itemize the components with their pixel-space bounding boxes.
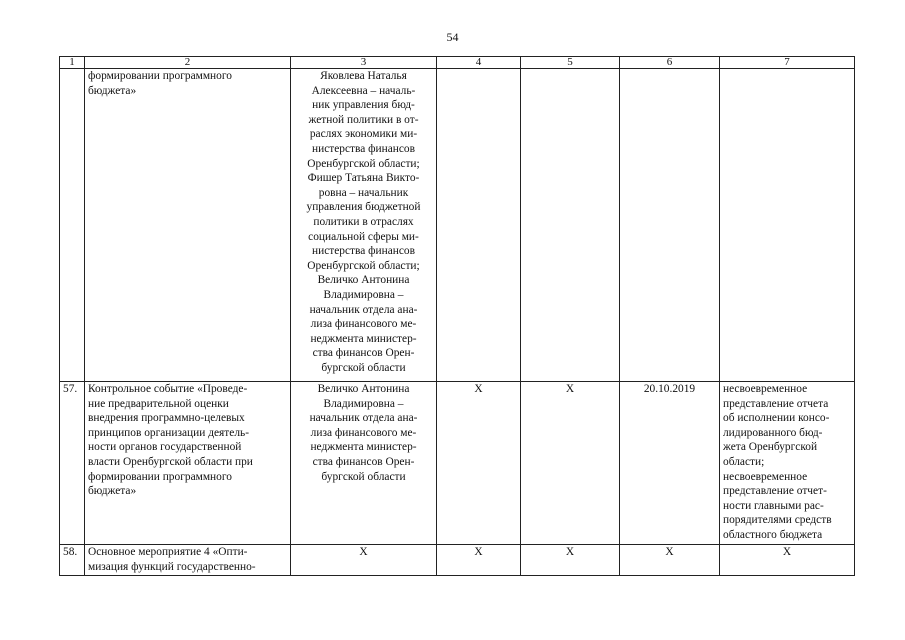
column-header: 1 — [60, 57, 85, 69]
responsible-person: Величко Антонина Владимировна – начальник отдела ана- лиза финансового ме- неджмента министер- ства финансов Орен- бургской области — [291, 382, 437, 545]
row-number — [60, 69, 85, 382]
activity-name: Основное мероприятие 4 «Опти- мизация функций государственно- — [85, 545, 291, 576]
cell-col5: X — [521, 545, 620, 576]
table-row — [60, 69, 855, 382]
cell-col7: X — [720, 545, 855, 576]
responsible-person: Яковлева Наталья Алексеевна – началь- ник управления бюд- жетной политики в от- раслях экономики ми- нистерства финансов Оренбургской области; Фишер Татьяна Викто- ровна – начальник управления бюджетной политики в отраслях социальной сферы ми- нистерства финансов Оренбургской области; Величко Антонина Владимировна – начальник отдела ана- лиза финансового ме- неджмента министер- ства финансов Орен- бургской области — [291, 69, 437, 382]
plan-table — [59, 56, 855, 576]
column-header: 4 — [437, 57, 521, 69]
cell-col7 — [720, 69, 855, 382]
cell-col4: X — [437, 382, 521, 545]
column-header: 7 — [720, 57, 855, 69]
row-number: 58. — [60, 545, 85, 576]
cell-col4 — [437, 69, 521, 382]
table-row — [60, 382, 855, 545]
activity-name: формировании программного бюджета» — [85, 69, 291, 382]
column-number-row — [60, 57, 855, 69]
table-row — [60, 545, 855, 576]
column-header: 6 — [620, 57, 720, 69]
cell-col6: X — [620, 545, 720, 576]
responsible-person: X — [291, 545, 437, 576]
cell-col7: несвоевременное представление отчета об исполнении консо- лидированного бюд- жета Оренбургской области; несвоевременное представление отчет- ности главными рас- порядителями средств областного бюджета — [720, 382, 855, 545]
row-number: 57. — [60, 382, 85, 545]
cell-col6: 20.10.2019 — [620, 382, 720, 545]
cell-col5: X — [521, 382, 620, 545]
page-number: 54 — [446, 30, 459, 44]
column-header: 5 — [521, 57, 620, 69]
cell-col6 — [620, 69, 720, 382]
cell-col4: X — [437, 545, 521, 576]
activity-name: Контрольное событие «Проведе- ние предварительной оценки внедрения программно-целевых принципов организации деятель- ности органов государственной власти Оренбургской области при формировании программного бюджета» — [85, 382, 291, 545]
column-header: 2 — [85, 57, 291, 69]
column-header: 3 — [291, 57, 437, 69]
cell-col5 — [521, 69, 620, 382]
